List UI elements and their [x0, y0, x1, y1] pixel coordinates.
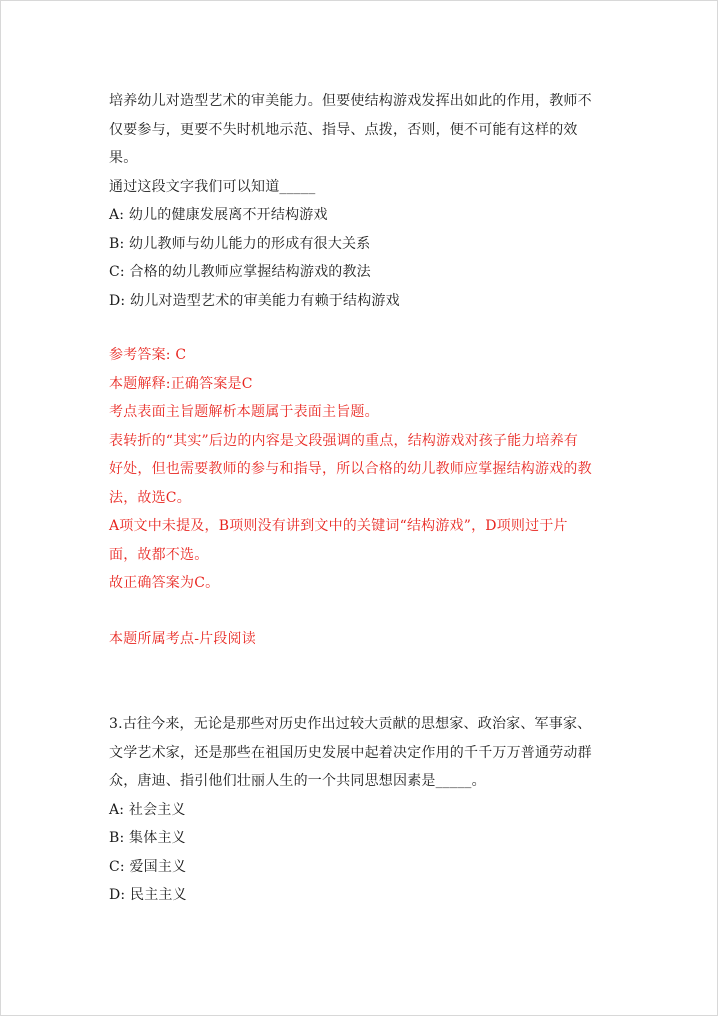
explanation-line: 法，故选C。: [109, 489, 191, 506]
knowledge-point: 本题所属考点-片段阅读: [109, 631, 256, 647]
passage-line: 文学艺术家，还是那些在祖国历史发展中起着决定作用的千千万万普通劳动群: [109, 744, 592, 761]
question-prompt: 通过这段文字我们可以知道_____: [109, 178, 316, 195]
explanation-line: 故正确答案为C。: [109, 575, 220, 591]
passage-line: 众，唐迪、指引他们壮丽人生的一个共同思想因素是_____。: [109, 773, 486, 789]
explanation-line: A项文中未提及，B项则没有讲到文中的关键词“结构游戏”，D项则过于片: [109, 518, 568, 534]
option-b: B: 集体主义: [109, 830, 186, 846]
option-b: B: 幼儿教师与幼儿能力的形成有很大关系: [109, 235, 371, 252]
option-a: A: 幼儿的健康发展离不开结构游戏: [109, 207, 328, 223]
passage-line: 培养幼儿对造型艺术的审美能力。但要使结构游戏发挥出如此的作用，教师不: [109, 93, 592, 109]
answer-explanation-1: [109, 341, 619, 598]
option-d: D: 幼儿对造型艺术的审美能力有赖于结构游戏: [109, 292, 400, 309]
knowledge-point-1: [109, 625, 619, 654]
reference-answer: 参考答案: C: [109, 347, 187, 363]
explanation-line: 表转折的“其实”后边的内容是文段强调的重点，结构游戏对孩子能力培养有: [109, 432, 579, 449]
passage-line: 果。: [109, 150, 138, 166]
passage-line: 3.古往今来，无论是那些对历史作出过较大贡献的思想家、政治家、军事家、: [109, 716, 592, 732]
explanation-title: 本题解释:正确答案是C: [109, 375, 253, 392]
explanation-line: 面，故都不选。: [109, 546, 209, 563]
option-d: D: 民主主义: [109, 887, 187, 903]
passage-line: 仅要参与，更要不失时机地示范、指导、点拨，否则，便不可能有这样的效: [109, 121, 578, 138]
option-a: A: 社会主义: [109, 801, 186, 818]
option-c: C: 爱国主义: [109, 858, 187, 875]
explanation-line: 考点表面主旨题解析本题属于表面主旨题。: [109, 404, 379, 420]
question-3: [109, 710, 619, 910]
question-1: [109, 87, 619, 315]
option-c: C: 合格的幼儿教师应掌握结构游戏的教法: [109, 264, 371, 280]
explanation-line: 好处，但也需要教师的参与和指导，所以合格的幼儿教师应掌握结构游戏的教: [109, 461, 592, 477]
